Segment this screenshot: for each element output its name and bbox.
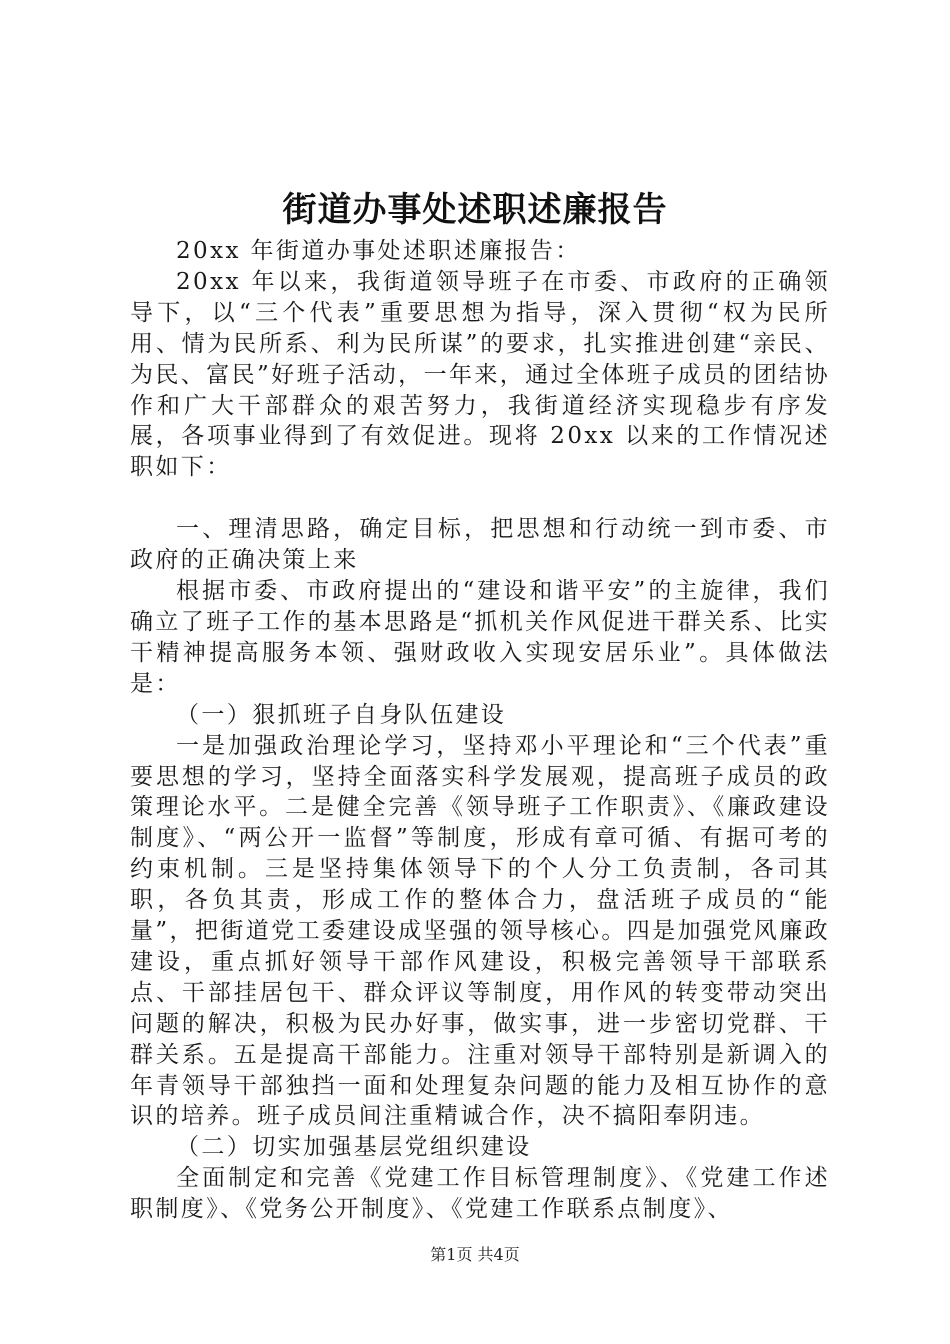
paragraph-spacer: [130, 483, 830, 514]
subsection-heading-1: （一）狠抓班子自身队伍建设: [176, 701, 507, 728]
paragraph-section-1: 根据市委、市政府提出的“建设和谐平安”的主旋律，我们确立了班子工作的基本思路是“抓机关作风促进干群关系、比实干精神提高服务本领、强财政收入实现安居乐业”。具体做法是：: [130, 578, 830, 697]
subsection-heading-2: （二）切实加强基层党组织建设: [176, 1134, 532, 1161]
paragraph-subsection-2: 全面制定和完善《党建工作目标管理制度》、《党建工作述职制度》、《党务公开制度》、《党建工作联系点制度》、: [130, 1165, 830, 1223]
paragraph-subsection-1: 一是加强政治理论学习，坚持邓小平理论和“三个代表”重要思想的学习，坚持全面落实科学发展观，提高班子成员的政策理论水平。二是健全完善《领导班子工作职责》、《廉政建设制度》、“两公开一监督”等制度，形成有章可循、有据可考的约束机制。三是坚持集体领导下的个人分工负责制，各司其职，各负其责，形成工作的整体合力，盘活班子成员的“能量”，把街道党工委建设成坚强的领导核心。四是加强党风廉政建设，重点抓好领导干部作风建设，积极完善领导干部联系点、干部挂居包干、群众评议等制度，用作风的转变带动突出问题的解决，积极为民办好事，做实事，进一步密切党群、干群关系。五是提高干部能力。注重对领导干部特别是新调入的年青领导干部独挡一面和处理复杂问题的能力及相互协作的意识的培养。班子成员间注重精诚合作，决不搞阳奉阴违。: [130, 732, 830, 1130]
document-title: 街道办事处述职述廉报告: [282, 190, 668, 230]
document-body: [130, 236, 830, 1225]
paragraph-intro: 20xx 年街道办事处述职述廉报告：: [176, 238, 581, 264]
section-heading-1: 一、理清思路，确定目标，把思想和行动统一到市委、市政府的正确决策上来: [130, 516, 830, 574]
paragraph-overview: 20xx 年以来，我街道领导班子在市委、市政府的正确领导下，以“三个代表”重要思想为指导，深入贯彻“权为民所用、情为民所系、利为民所谋”的要求，扎实推进创建“亲民、为民、富民”好班子活动，一年来，通过全体班子成员的团结协作和广大干部群众的艰苦努力，我街道经济实现稳步有序发展，各项事业得到了有效促进。现将 20xx 以来的工作情况述职如下：: [130, 268, 830, 481]
page-footer: 第1页 共4页: [430, 1245, 520, 1264]
